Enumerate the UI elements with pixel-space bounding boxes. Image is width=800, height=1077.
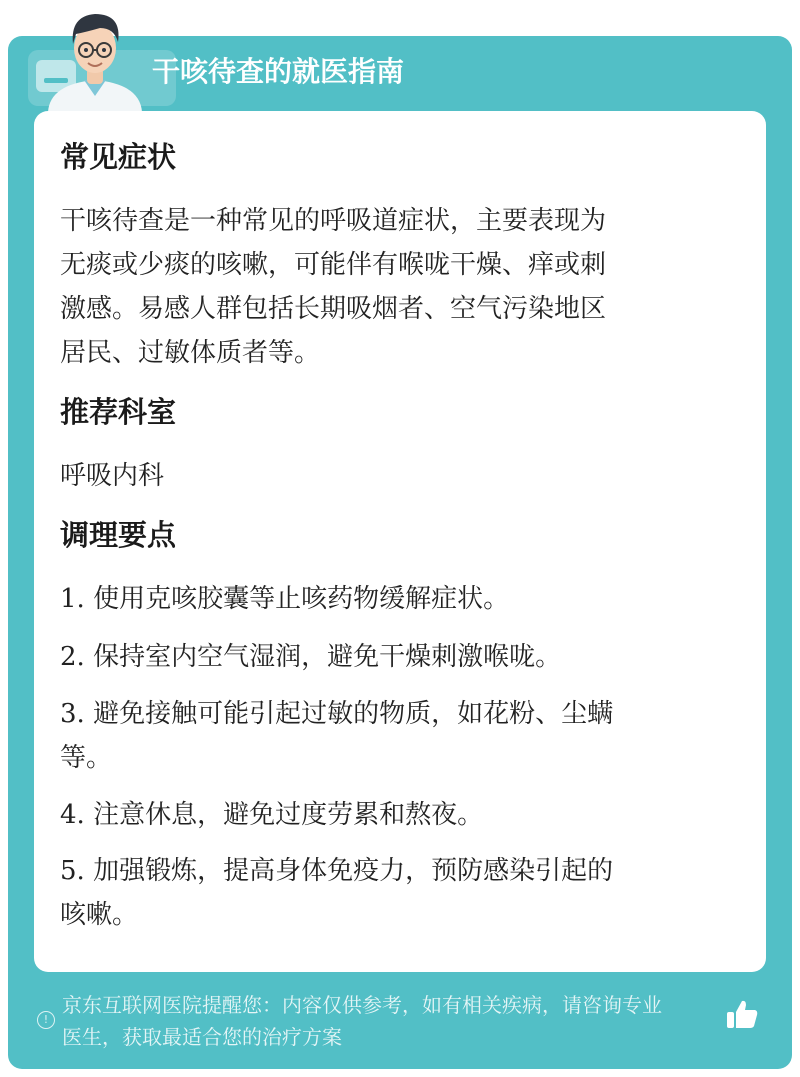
care-item <box>60 849 740 937</box>
doctor-avatar <box>40 4 150 112</box>
care-item <box>60 692 740 780</box>
care-item <box>60 577 740 621</box>
section-heading-department: 推荐科室 <box>60 395 177 429</box>
symptoms-line: 干咳待查是一种常见的呼吸道症状，主要表现为 <box>60 206 607 236</box>
page-title: 干咳待查的就医指南 <box>152 55 405 88</box>
care-item-number: 2. <box>60 642 85 672</box>
footer-line: 京东互联网医院提醒您：内容仅供参考，如有相关疾病，请咨询专业 <box>62 993 662 1017</box>
care-item <box>60 635 740 679</box>
department-value: 呼吸内科 <box>60 461 165 491</box>
footer-disclaimer <box>62 989 730 1053</box>
care-item-text: 使用克咳胶囊等止咳药物缓解症状。 <box>93 584 510 614</box>
symptoms-line: 无痰或少痰的咳嗽，可能伴有喉咙干燥、痒或刺 <box>60 250 607 280</box>
care-item-text: 避免接触可能引起过敏的物质，如花粉、尘螨 <box>93 699 614 729</box>
footer-line: 医生，获取最适合您的治疗方案 <box>62 1025 342 1049</box>
care-item-number: 1. <box>60 584 85 614</box>
care-item <box>60 793 740 837</box>
symptoms-line: 激感。易感人群包括长期吸烟者、空气污染地区 <box>60 294 607 324</box>
section-heading-care: 调理要点 <box>60 518 177 552</box>
symptoms-text <box>60 199 730 375</box>
care-item-text: 加强锻炼，提高身体免疫力，预防感染引起的 <box>93 856 614 886</box>
care-item-text: 等。 <box>60 743 113 773</box>
care-item-text: 咳嗽。 <box>60 900 139 930</box>
content-card <box>34 111 766 972</box>
section-heading-symptoms: 常见症状 <box>60 140 177 174</box>
care-item-text: 注意休息，避免过度劳累和熬夜。 <box>93 800 484 830</box>
care-item-text: 保持室内空气湿润，避免干燥刺激喉咙。 <box>93 642 562 672</box>
care-item-number: 3. <box>60 699 85 729</box>
care-item-number: 4. <box>60 800 85 830</box>
info-icon: ! <box>37 1011 55 1029</box>
symptoms-line: 居民、过敏体质者等。 <box>60 338 321 368</box>
care-item-number: 5. <box>60 856 85 886</box>
thumbs-up-icon[interactable] <box>724 996 760 1032</box>
